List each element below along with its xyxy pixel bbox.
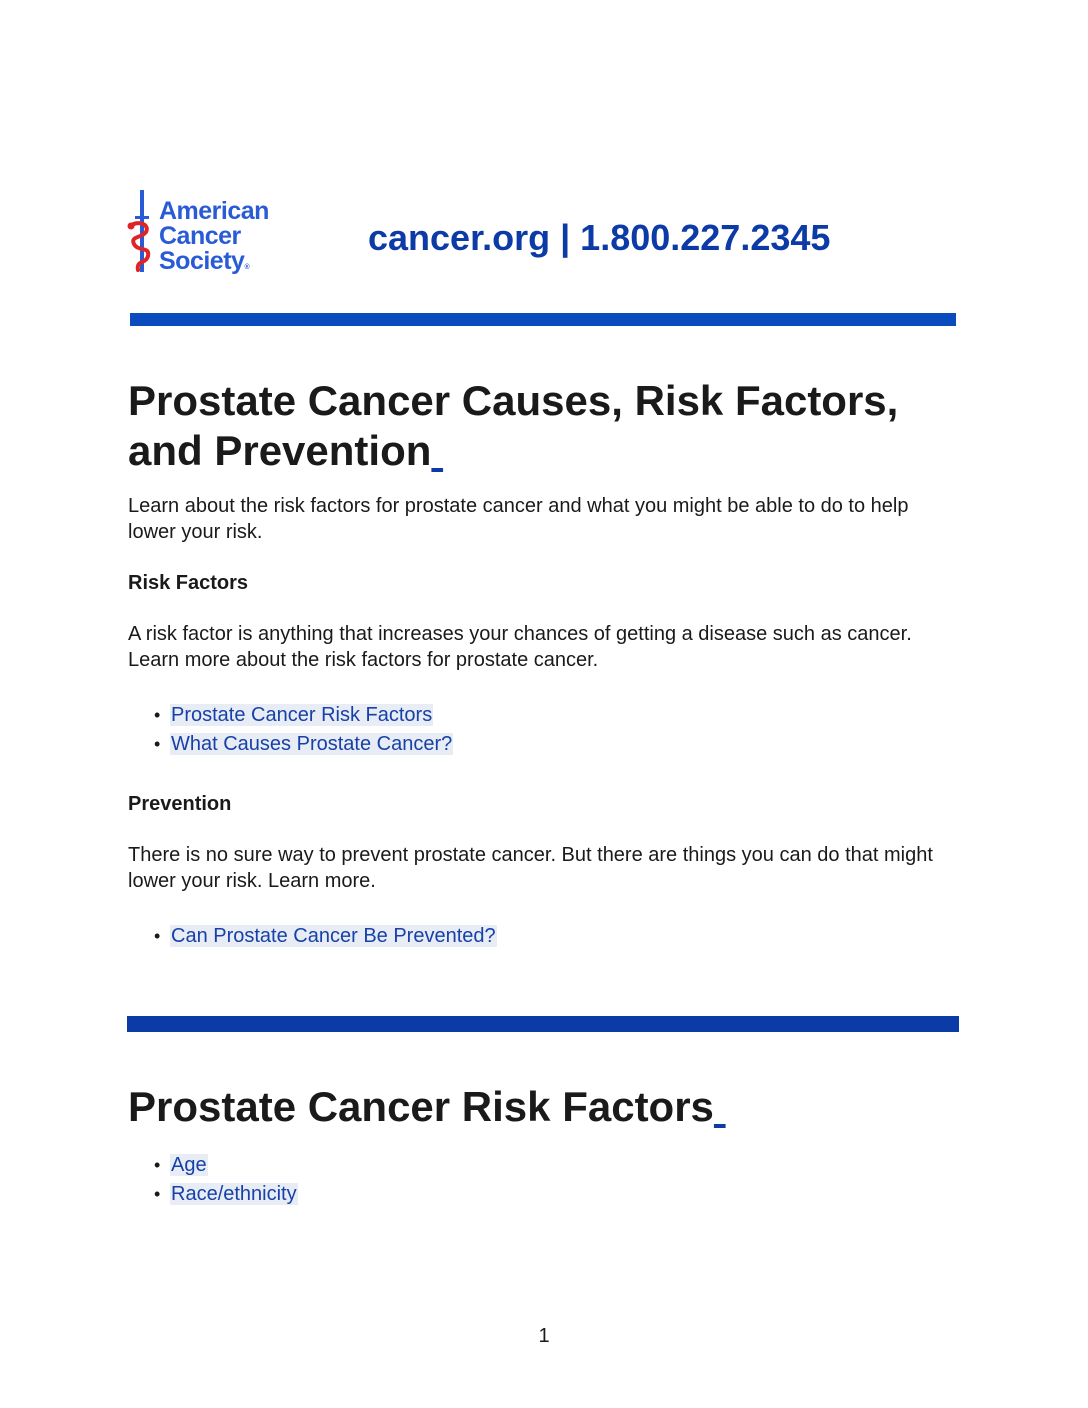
prevention-paragraph: There is no sure way to prevent prostate cancer. But there are things you can do that might lower your risk. Learn more.: [128, 844, 933, 892]
link-can-prostate-cancer-be-prevented[interactable]: Can Prostate Cancer Be Prevented?: [171, 925, 496, 947]
sword-and-snake-icon: [126, 186, 160, 282]
intro-paragraph: Learn about the risk factors for prostate cancer and what you might be able to do to help lower your risk.: [128, 495, 909, 543]
list-item: [128, 1181, 298, 1210]
section-title-text: Prostate Cancer Risk Factors: [128, 1083, 714, 1130]
acs-logo: [126, 186, 296, 282]
page-title-text: Prostate Cancer Causes, Risk Factors, and Prevention: [128, 377, 899, 474]
risk-factors-heading: Risk Factors: [128, 572, 249, 594]
page-title: [128, 376, 958, 476]
link-age[interactable]: Age: [171, 1154, 207, 1176]
title-anchor[interactable]: [714, 1083, 726, 1130]
link-race-ethnicity[interactable]: Race/ethnicity: [171, 1183, 297, 1205]
list-item: [128, 923, 497, 952]
logo-line-1: American: [159, 197, 269, 225]
risk-factors-link-list: [128, 702, 453, 760]
divider-bar: [130, 313, 956, 326]
risk-factors-paragraph: A risk factor is anything that increases your chances of getting a disease such as cancer. Learn more about the risk factors for prostate cancer.: [128, 623, 912, 671]
logo-line-2: Cancer: [159, 222, 241, 250]
registered-mark: ®: [244, 264, 250, 271]
list-item: [128, 731, 453, 760]
list-item: [128, 702, 453, 731]
prevention-heading: Prevention: [128, 793, 232, 815]
divider-bar: [127, 1016, 959, 1032]
bullet-icon: •: [154, 734, 161, 754]
link-what-causes-prostate-cancer[interactable]: What Causes Prostate Cancer?: [171, 733, 453, 755]
bullet-icon: •: [154, 926, 161, 946]
logo-line-3: Society: [159, 247, 245, 275]
contact-line: cancer.org | 1.800.227.2345: [368, 217, 831, 258]
bullet-icon: •: [154, 1155, 161, 1175]
bullet-icon: •: [154, 1184, 161, 1204]
section-title: [128, 1082, 958, 1132]
list-item: [128, 1152, 298, 1181]
bullet-icon: •: [154, 705, 161, 725]
link-prostate-cancer-risk-factors[interactable]: Prostate Cancer Risk Factors: [171, 704, 433, 726]
risk-factor-link-list: [128, 1152, 298, 1210]
prevention-link-list: [128, 923, 497, 952]
page-number: 1: [538, 1325, 550, 1347]
title-anchor[interactable]: [431, 427, 443, 474]
